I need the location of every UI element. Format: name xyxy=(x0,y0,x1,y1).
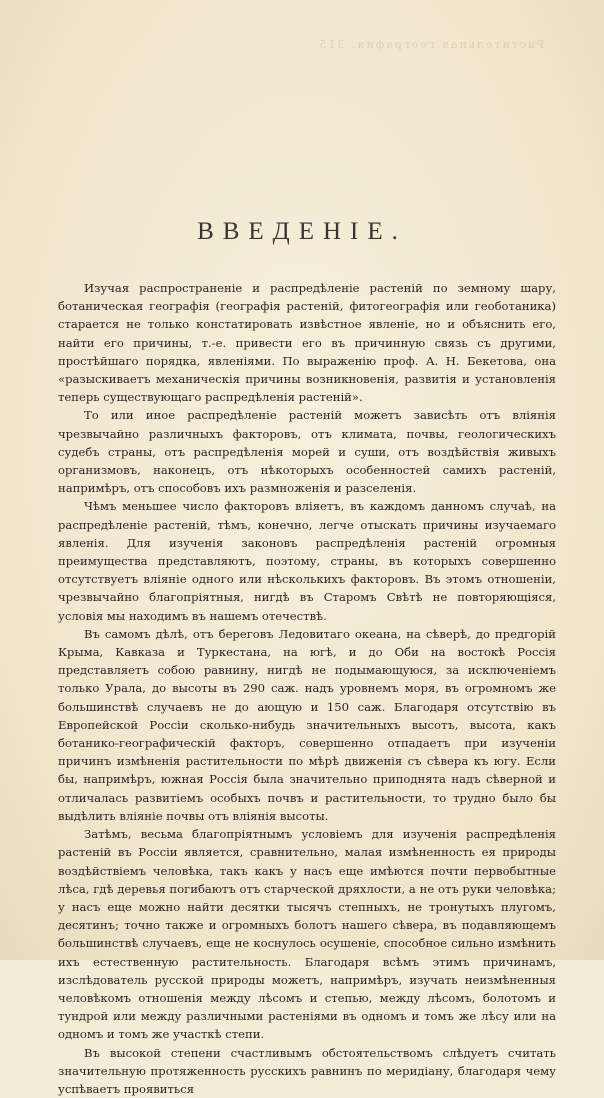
paragraph: Въ высокой степени счастливымъ обстоятельствомъ слѣдуетъ считать значительную протяженность русскихъ равнинъ по меридіану, благодаря чему успѣваетъ проявиться xyxy=(58,1045,556,1096)
page-title: ВВЕДЕНІЕ. xyxy=(197,218,407,245)
body-text xyxy=(58,279,556,1098)
bleed-through-text: Растительная география. 315 xyxy=(317,38,544,51)
paragraph: То или иное распредѣленіе растеній можетъ зависѣть отъ вліянія чрезвычайно различныхъ факторовъ, отъ климата, почвы, геологическихъ судебъ страны, отъ распредѣленія морей и суши, отъ воздѣйствія живыхъ организмовъ, наконецъ, отъ нѣкоторыхъ особенностей самихъ растеній, напримѣръ, отъ способовъ ихъ размноженія и разселенія. xyxy=(58,408,556,496)
paragraph: Затѣмъ, весьма благопріятнымъ условіемъ для изученія распредѣленія растеній въ Россіи является, сравнительно, малая измѣненность ея природы воздѣйствіемъ человѣка, такъ какъ у насъ еще имѣются почти первобытные лѣса, гдѣ деревья погибаютъ отъ старческой дряхлости, а не отъ руки человѣка; у насъ еще можно найти десятки тысячъ степныхъ, не тронутыхъ плугомъ, десятинъ; точно также и огромныхъ болотъ нашего сѣвера, въ подавляющемъ большинствѣ случаевъ, еще не коснулось осушеніе, способное сильно измѣнить ихъ естественную растительность. Благодаря всѣмъ этимъ причинамъ, изслѣдователь русской природы можетъ, напримѣръ, изучать неизмѣненныя человѣкомъ отношенія между лѣсомъ и степью, между лѣсомъ, болотомъ и тундрой или между различными растеніями въ одномъ и томъ же лѣсу или на одномъ и томъ же участкѣ степи. xyxy=(58,827,556,1042)
paragraph: Чѣмъ меньшее число факторовъ вліяетъ, въ каждомъ данномъ случаѣ, на распредѣленіе растеній, тѣмъ, конечно, легче отыскать причины изучаемаго явленія. Для изученія законовъ распредѣленія растеній огромныя преимущества представляютъ, поэтому, страны, въ которыхъ совершенно отсутствуетъ вліяніе одного или нѣсколькихъ факторовъ. Въ этомъ отношеніи, чрезвычайно благопріятныя, нигдѣ въ Старомъ Свѣтѣ не повторяющіяся, условія мы находимъ въ нашемъ отечествѣ. xyxy=(58,499,556,623)
paragraph: Изучая распространеніе и распредѣленіе растеній по земному шару, ботаническая географія (географія растеній, фитогеографія или геоботаника) старается не только констатировать извѣстное явленіе, но и объяснить его, найти его причины, т.-е. привести его въ причинную связь съ другими, простѣйшаго порядка, явленіями. По выраженію проф. А. Н. Бекетова, она «разыскиваетъ механическія причины возникновенія, развитія и установленія теперь существующаго распредѣленія растеній». xyxy=(58,281,556,405)
paragraph: Въ самомъ дѣлѣ, отъ береговъ Ледовитаго океана, на сѣверѣ, до предгорій Крыма, Кавказа и Туркестана, на югѣ, и до Оби на востокѣ Россія представляетъ собою равнину, нигдѣ не подымающуюся, за исключеніемъ только Урала, до высоты въ 290 саж. надъ уровнемъ моря, въ огромномъ же большинствѣ случаевъ не до ающую и 150 саж. Благодаря отсутствію въ Европейской Россіи сколько-нибудь значительныхъ высотъ, высота, какъ ботанико-географическій факторъ, совершенно отпадаетъ при изученіи причинъ измѣненія растительности по мѣрѣ движенія съ сѣвера къ югу. Если бы, напримѣръ, южная Россія была значительно приподнята надъ сѣверной и отличалась развитіемъ особыхъ почвъ и растительности, то трудно было бы выдѣлить вліяніе почвы отъ вліянія высоты. xyxy=(58,626,556,823)
